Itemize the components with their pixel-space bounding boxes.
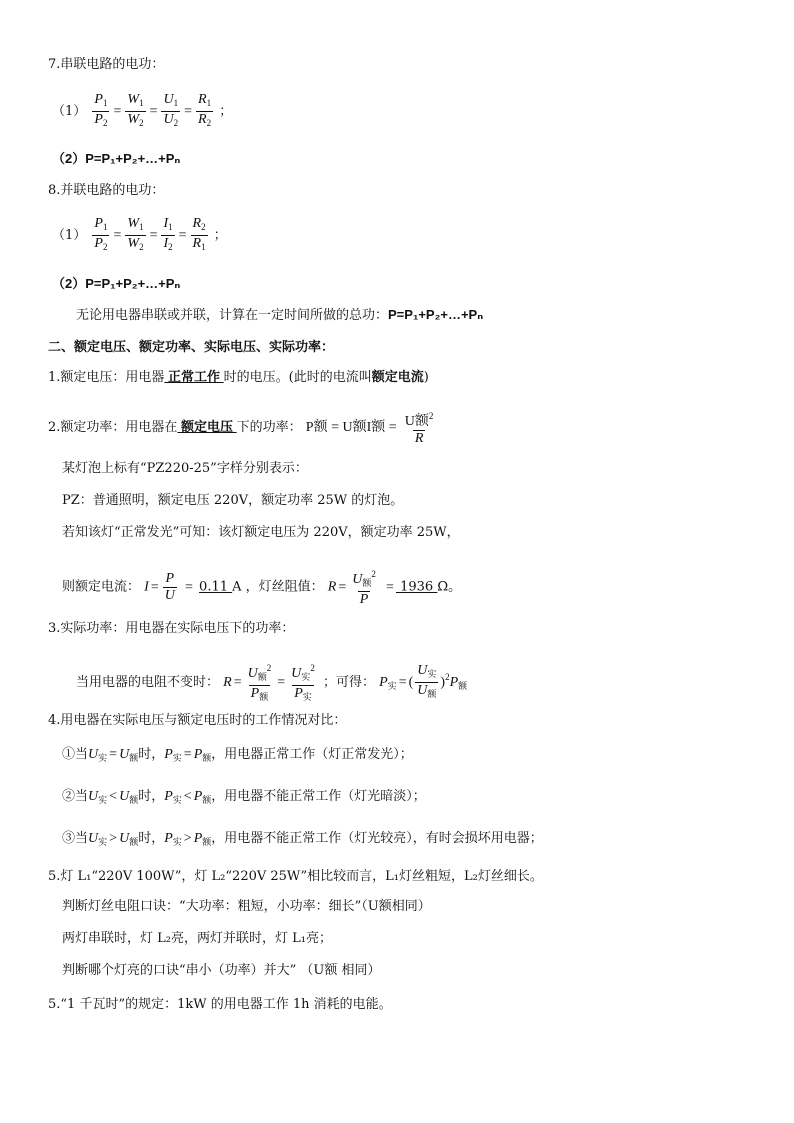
actual-power-formula: 当用电器的电阻不变时： R = $\frac{U_额^2}{P_额}$ = $\frac{U_实^2}{P_实}$ ；可得： $P_实$ = ( $\frac{U_实}{U_额}$ )$^2P_额$ — [76, 660, 467, 705]
section-7-formula-2: （2）P=P₁+P₂+…+Pₙ — [52, 151, 181, 166]
section-2-heading: 二、额定电压、额定功率、实际电压、实际功率： — [48, 339, 335, 354]
comparison-title: 4.用电器在实际电压与额定电压时的工作情况对比： — [48, 713, 347, 728]
kwh-definition: 5.“1 千瓦时”的规定：1kW 的用电器工作 1h 消耗的电能。 — [48, 997, 392, 1012]
section-8-formula-1: （1） $\frac{P_1}{P_2}$ = $\frac{W_1}{W_2}$ = $\frac{I_1}{I_2}$ = $\frac{R_2}{R_1}$ ； — [52, 216, 227, 255]
fraction-u1-u2: $\frac{U_1}{U_2}$ — [161, 92, 180, 131]
actual-power-title: 3.实际功率：用电器在实际电压下的功率： — [48, 621, 295, 636]
answer-resistance: 1936 — [395, 579, 438, 595]
lamps-line-2: 判断灯丝电阻口诀：“大功率：粗短，小功率：细长”（U额相同） — [62, 899, 431, 914]
lamps-line-4: 判断哪个灯亮的口诀“串小（功率）并大” （U额 相同） — [62, 963, 381, 978]
section-8-title: 8.并联电路的电功： — [48, 183, 165, 198]
rated-voltage-line: 1.额定电压：用电器 正常工作 时的电压。(此时的电流叫额定电流) — [48, 369, 429, 385]
section-8-note: 无论用电器串联或并联，计算在一定时间所做的总功：P=P₁+P₂+…+Pₙ — [76, 307, 484, 323]
fraction-p1-p2: $\frac{P_1}{P_2}$ — [92, 216, 109, 255]
fraction-r1-r2: $\frac{R_1}{R_2}$ — [196, 92, 213, 131]
fraction-u-rated-squared-over-p: $\frac{U_额^2}{P}$ — [352, 569, 376, 607]
fraction-i1-i2: $\frac{I_1}{I_2}$ — [161, 216, 174, 255]
rated-power-line: 2.额定功率：用电器在 额定电压 下的功率： P额 = U额I额 = $\frac{U额^2}{R}$ — [48, 408, 437, 447]
lamps-line-1: 5.灯 L₁“220V 100W”，灯 L₂“220V 25W”相比较而言，L₁灯丝粗短，L₂灯丝细长。 — [48, 869, 543, 884]
fraction-u-squared-over-r: $\frac{U额^2}{R}$ — [404, 411, 434, 446]
section-7-title: 7.串联电路的电功： — [48, 57, 165, 72]
fraction-w1-w2: $\frac{W_1}{W_2}$ — [125, 92, 145, 131]
lamp-line-4: 则额定电流： I = $\frac{P}{U}$ = 0.11 A ，灯丝阻值： R = $\frac{U_额^2}{P}$ = 1936 Ω。 — [62, 566, 461, 608]
fraction-r2-r1: $\frac{R_2}{R_1}$ — [191, 216, 208, 255]
comparison-case-3: ③当$U_实 > U_额$时，$P_实 > P_额$，用电器不能正常工作（灯光较亮），有时会损坏用电器； — [62, 831, 543, 847]
fraction-w1-w2: $\frac{W_1}{W_2}$ — [125, 216, 145, 255]
item-label: （1） — [52, 104, 87, 119]
fraction-u-rated-sq-over-p-rated: $\frac{U_额^2}{P_额}$ — [246, 660, 274, 705]
section-7-formula-1: （1） $\frac{P_1}{P_2}$ = $\frac{W_1}{W_2}$ = $\frac{U_1}{U_2}$ = $\frac{R_1}{R_2}$ ； — [52, 92, 232, 131]
comparison-case-1: ①当$U_实 = U_额$时，$P_实 = P_额$，用电器正常工作（灯正常发光）； — [62, 747, 413, 763]
lamp-line-1: 某灯泡上标有“PZ220-25”字样分别表示： — [62, 461, 308, 476]
fraction-u-actual-over-u-rated: $\frac{U_实}{U_额}$ — [415, 663, 438, 702]
lamp-line-2: PZ：普通照明，额定电压 220V，额定功率 25W 的灯泡。 — [62, 493, 404, 508]
lamps-line-3: 两灯串联时，灯 L₂亮，两灯并联时，灯 L₁亮； — [62, 931, 332, 946]
lamp-line-3: 若知该灯“正常发光”可知：该灯额定电压为 220V，额定功率 25W， — [62, 525, 460, 540]
fraction-p1-p2: $\frac{P_1}{P_2}$ — [92, 92, 109, 131]
answer-current: 0.11 — [199, 579, 233, 595]
comparison-case-2: ②当$U_实 < U_额$时，$P_实 < P_额$，用电器不能正常工作（灯光暗淡）； — [62, 789, 426, 805]
fraction-p-over-u: $\frac{P}{U}$ — [164, 570, 175, 603]
section-8-formula-2: （2）P=P₁+P₂+…+Pₙ — [52, 276, 181, 291]
fraction-u-actual-sq-over-p-actual: $\frac{U_实^2}{P_实}$ — [289, 660, 317, 705]
